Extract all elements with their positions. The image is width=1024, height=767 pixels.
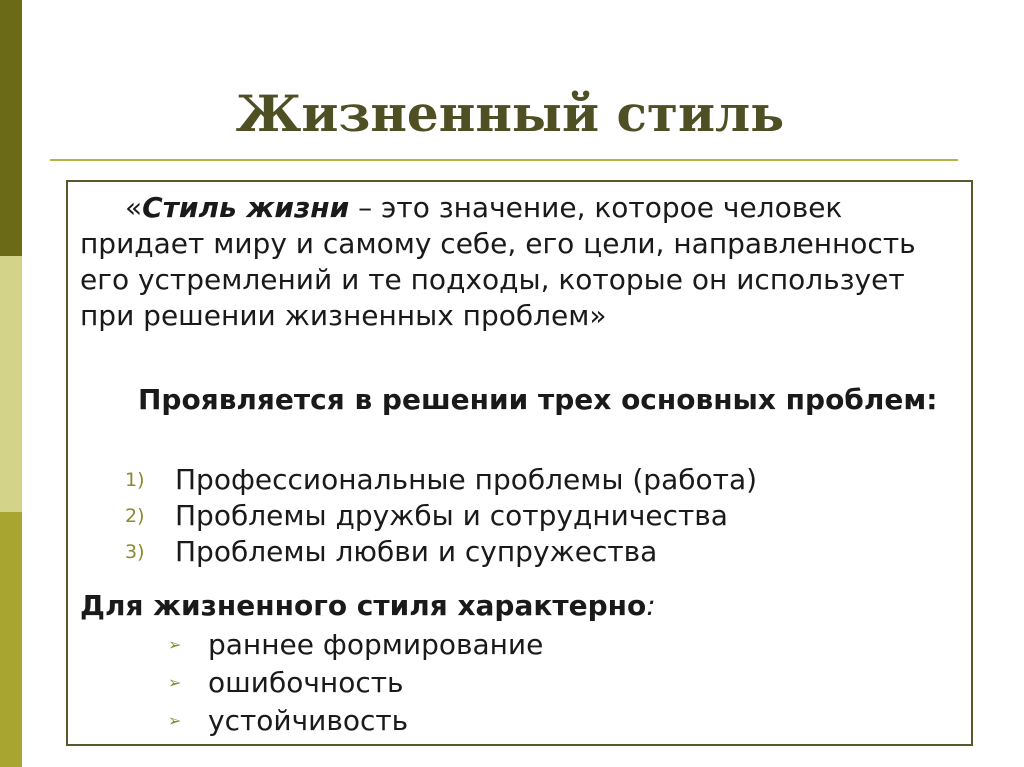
sidebar-accent-top	[0, 0, 22, 256]
problems-list	[125, 462, 757, 570]
arrow-bullet-icon: ➢	[168, 635, 182, 654]
trait-item	[168, 664, 543, 702]
slide-title: Жизненный стиль	[235, 84, 785, 143]
problem-item	[125, 462, 757, 498]
traits-heading-text: Для жизненного стиля характерно	[80, 589, 647, 622]
trait-item	[168, 626, 543, 664]
problem-number: 2)	[125, 505, 145, 527]
traits-list	[168, 626, 543, 740]
manifest-heading: Проявляется в решении трех основных проблем:	[138, 383, 938, 416]
sidebar-accent-bottom	[0, 512, 22, 767]
problem-item	[125, 534, 757, 570]
problem-number: 1)	[125, 469, 145, 491]
problem-item	[125, 498, 757, 534]
trait-item	[168, 702, 543, 740]
title-divider	[50, 159, 958, 161]
traits-heading	[80, 588, 656, 624]
definition-text: – это значение, которое человек придает миру и самому себе, его цели, направленность его устремлений и те подходы, которые он использует при решении жизненных проблем»	[80, 191, 916, 332]
open-quote: «	[125, 191, 143, 224]
trait-text: ошибочность	[208, 666, 404, 699]
problem-text: Проблемы дружбы и сотрудничества	[175, 499, 728, 532]
problem-text: Профессиональные проблемы (работа)	[175, 463, 758, 496]
trait-text: раннее формирование	[208, 628, 544, 661]
trait-text: устойчивость	[208, 704, 409, 737]
arrow-bullet-icon: ➢	[168, 673, 182, 692]
problem-text: Проблемы любви и супружества	[175, 535, 658, 568]
sidebar-accent-middle	[0, 256, 22, 512]
traits-heading-colon: :	[646, 589, 656, 622]
arrow-bullet-icon: ➢	[168, 711, 182, 730]
definition-term: Стиль жизни	[142, 191, 350, 224]
definition-paragraph	[80, 190, 960, 334]
problem-number: 3)	[125, 541, 145, 563]
